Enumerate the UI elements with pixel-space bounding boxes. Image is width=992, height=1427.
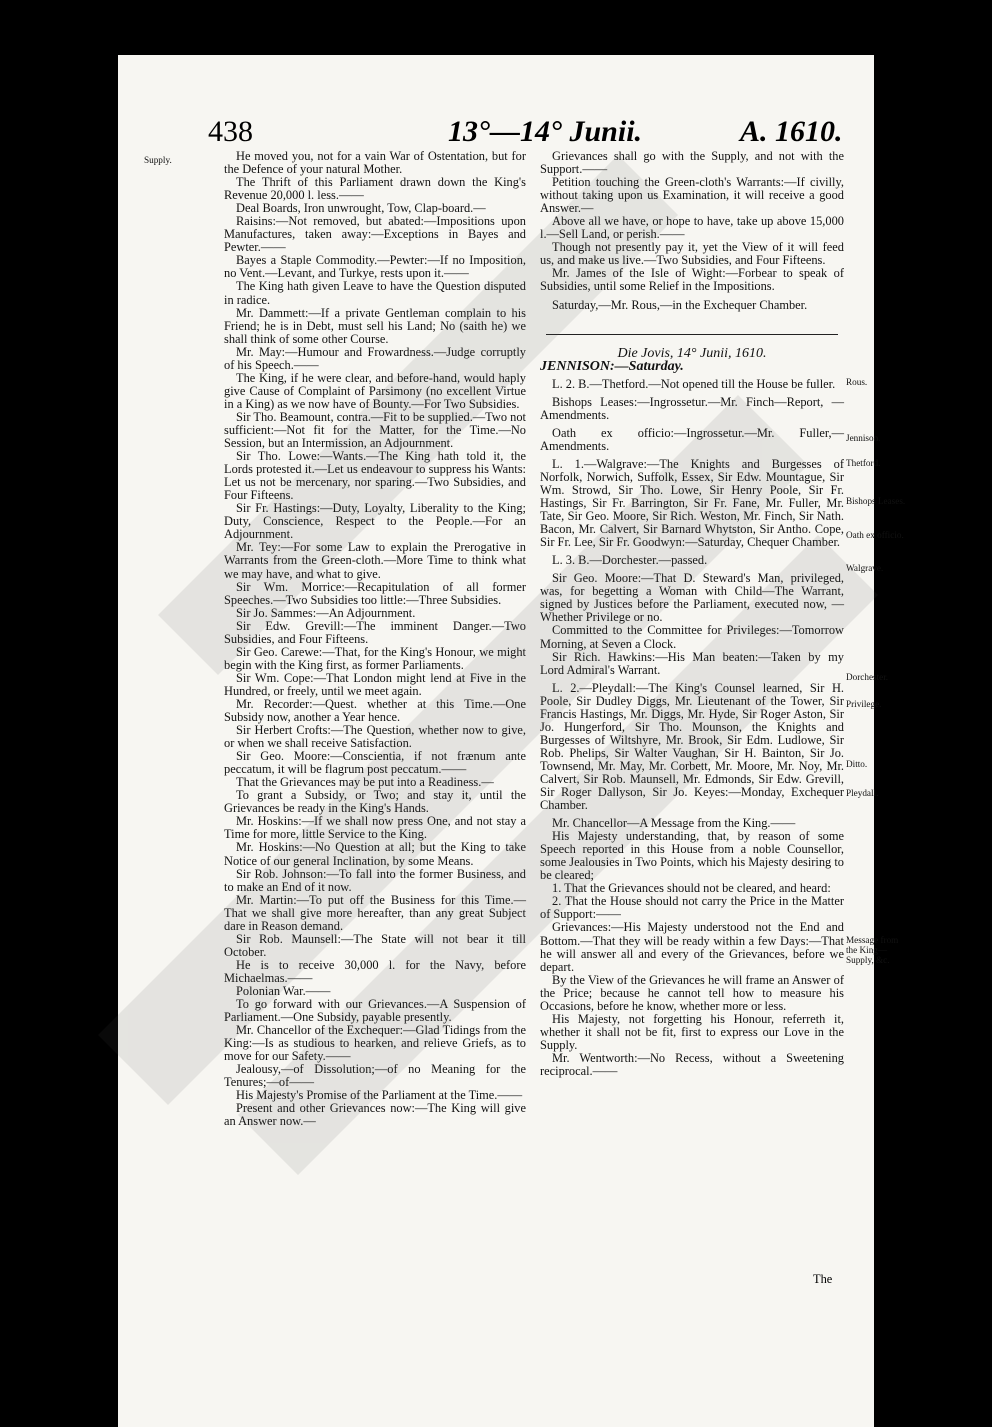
paragraph: By the View of the Grievances he will frame an Answer of the Price; because he cannot tell how to measure his Occasions, before he know, whether more or less. — [540, 972, 844, 1013]
paragraph: Deal Boards, Iron unwrought, Tow, Clap-board.— — [236, 201, 486, 216]
paragraph: Grievances shall go with the Supply, and not with the Support.—— — [540, 149, 844, 177]
paragraph: Raisins:—Not removed, but abated:—Impositions upon Manufactures, taken away:—Exceptions in Bayes and Pewter.—— — [224, 214, 526, 255]
paragraph: Petition touching the Green-cloth's Warrants:—If civilly, without taking upon us Examination, it will receive a good Answer.— — [540, 175, 844, 216]
left-column — [224, 150, 526, 1129]
paragraph: To go forward with our Grievances.—A Suspension of Parliament.—One Subsidy, payable presently. — [224, 997, 526, 1025]
paragraph: 1. That the Grievances should not be cleared, and heard: — [552, 881, 831, 896]
paragraph: His Majesty, not forgetting his Honour, referreth it, whether it shall not be fit, first to express our Love in the Supply. — [540, 1011, 844, 1052]
header-dates: 13°—14° Junii. — [448, 115, 643, 148]
paragraph: L. 1.—Walgrave:—The Knights and Burgesses of Norfolk, Norwich, Suffolk, Essex, Sir Edw. Mountague, Sir Wm. Strowd, Sir Tho. Lowe, Sir Henry Poole, Sir Fr. Hastings, Sir Fr. Barrington, Sir Fr. Fane, Mr. Fuller, Mr. Tate, Sir Geo. Moore, Sir Rich. Weston, Mr. Finch, Sir Nath. Bacon, Mr. Calvert, Sir Barnard Whytston, Sir Antho. Cope, Sir Fr. Lee, Sir Fr. Goodwyn:—Saturday, Chequer Chamber. — [540, 456, 844, 550]
margin-note-walgrave: Walgrave. — [846, 563, 884, 573]
margin-note-rous: Rous. — [846, 377, 868, 387]
margin-note-privilege: Privilege. — [846, 699, 882, 709]
paragraph: Mr. Tey:—For some Law to explain the Prerogative in Warrants from the Green-cloth.—More Time to think what we may have, and what to give. — [224, 540, 526, 581]
page-number: 438 — [208, 115, 253, 148]
day-heading: Die Jovis, 14° Junii, 1610. — [617, 345, 767, 361]
margin-note-bishops-leases: Bishops Leases. — [846, 496, 906, 506]
paragraph: Sir Geo. Moore:—Conscientia, if not frænum ante peccatum, it will be flagrum post peccatum.—— — [224, 749, 526, 777]
jennison-entry: JENNISON:—Saturday. — [540, 358, 684, 374]
paragraph: That the Grievances may be put into a Readiness.— — [236, 775, 494, 790]
margin-note-pleydall: Pleydall. — [846, 788, 879, 798]
paragraph: Saturday,—Mr. Rous,—in the Exchequer Chamber. — [552, 297, 808, 312]
paragraph: Mr. Chancellor—A Message from the King.—— — [552, 816, 796, 831]
paragraph: Sir Edw. Grevill:—The imminent Danger.—Two Subsidies, and Four Fifteens. — [224, 618, 526, 646]
paragraph: Committed to the Committee for Privileges:—Tomorrow Morning, at Seven a Clock. — [540, 623, 844, 651]
right-column-bottom — [540, 378, 844, 1078]
right-column — [540, 150, 844, 1078]
paragraph: Mr. Wentworth:—No Recess, without a Sweetening reciprocal.—— — [540, 1050, 844, 1078]
paragraph: Above all we have, or hope to have, take up above 15,000 l.—Sell Land, or perish.—— — [540, 214, 844, 242]
paragraph: Sir Rich. Hawkins:—His Man beaten:—Taken by my Lord Admiral's Warrant. — [540, 649, 844, 677]
document-page — [118, 55, 906, 1427]
paragraph: Mr. James of the Isle of Wight:—Forbear to speak of Subsidies, until some Relief in the Impositions. — [540, 266, 844, 294]
paragraph: Sir Wm. Morrice:—Recapitulation of all former Speeches.—Two Subsidies too little:—Three Subsidies. — [224, 579, 526, 607]
paragraph: Present and other Grievances now:—The King will give an Answer now.— — [224, 1101, 526, 1129]
paragraph: Bayes a Staple Commodity.—Pewter:—If no Imposition, no Vent.—Levant, and Turkye, rests upon it.—— — [224, 253, 526, 281]
paragraph: Mr. Chancellor of the Exchequer:—Glad Tidings from the King:—Is as studious to hearken, and relieve Griefs, as to move for our Safety.—— — [224, 1023, 526, 1064]
paragraph: Polonian War.—— — [236, 984, 331, 998]
paragraph: Sir Herbert Crofts:—The Question, whether now to give, or when we shall receive Satisfaction. — [224, 723, 526, 751]
paragraph: The King hath given Leave to have the Question disputed in radice. — [224, 279, 526, 307]
paragraph: To grant a Subsidy, or Two; and stay it, until the Grievances be ready in the King's Hands. — [224, 788, 526, 816]
paragraph: Sir Rob. Johnson:—To fall into the former Business, and to make an End of it now. — [224, 866, 526, 894]
paragraph: Mr. May:—Humour and Frowardness.—Judge corruptly of his Speech.—— — [224, 344, 526, 372]
paragraph: Grievances:—His Majesty understood not the End and Bottom.—That they will be ready within a few Days:—That he will answer all and every of the Grievances, before we depart. — [540, 920, 844, 974]
header-year: A. 1610. — [740, 115, 843, 148]
paragraph: Sir Rob. Maunsell:—The State will not bear it till October. — [224, 931, 526, 959]
margin-note-dorchester: Dorchester. — [846, 672, 889, 682]
paragraph: Sir Fr. Hastings:—Duty, Loyalty, Liberality to the King; Duty, Conscience, Respect to the People.—For an Adjournment. — [224, 501, 526, 542]
paragraph: Sir Tho. Lowe:—Wants.—The King hath told it, the Lords protested it.—Let us endeavour to suppress his Wants: Let us not be mercenary, nor sparing.—Two Subsidies, and Four Fifteens. — [224, 449, 526, 503]
paragraph: Jealousy,—of Dissolution;—of no Meaning for the Tenures;—of—— — [224, 1062, 526, 1090]
margin-note-thetford: Thetford. — [846, 458, 881, 468]
paragraph: Sir Tho. Beamount, contra.—Fit to be supplied.—Two not sufficient:—Not fit for the Matter, for the Time.—No Session, but an Intermission, an Adjournment. — [224, 409, 526, 451]
paragraph: Mr. Martin:—To put off the Business for this Time.—That we shall give more hereafter, than any great Subject dare in Reason demand. — [224, 892, 526, 933]
margin-note-oath: Oath ex officio. — [846, 530, 904, 540]
paragraph: Mr. Recorder:—Quest. whether at this Time.—One Subsidy now, another a Year hence. — [224, 696, 526, 725]
paragraph: Sir Wm. Cope:—That London might lend at Five in the Hundred, or freely, until we meet again. — [224, 670, 526, 698]
paragraph: L. 2. B.—Thetford.—Not opened till the House be fuller. — [552, 376, 836, 391]
paragraph: Bishops Leases:—Ingrossetur.—Mr. Finch—Report, —Amendments. — [540, 394, 844, 422]
paragraph: Sir Geo. Moore:—That D. Steward's Man, privileged, was, for begetting a Woman with Child—The Warrant, signed by Justices before the Parliament, executed now, —Whether Privilege or no. — [540, 571, 844, 625]
paragraph: Mr. Hoskins:—No Question at all; but the King to take Notice of our general Inclination, by some Means. — [224, 840, 526, 868]
paragraph: He is to receive 30,000 l. for the Navy, before Michaelmas.—— — [224, 957, 526, 985]
margin-note-supply: Supply. — [144, 155, 172, 165]
paragraph: L. 2.—Pleydall:—The King's Counsel learned, Sir H. Poole, Sir Dudley Diggs, Mr. Lieutenant of the Tower, Sir Francis Hastings, Mr. Diggs, Mr. Hyde, Sir Roger Aston, Sir Jo. Hungerford, Sir Tho. Mounson, the Knights and Burgesses of Wiltshyre, Mr. Brook, Sir Edm. Ludlowe, Sir Rob. Phelips, Sir Walter Vaughan, Sir H. Bainton, Sir Jo. Townsend, Mr. May, Mr. Corbett, Mr. Moore, Mr. Noy, Mr. Calvert, Sir Rob. Maunsell, Mr. Edmonds, Sir Edw. Grevill, Sir Roger Dallyson, Sir Jo. Keyes:—Monday, Exchequer Chamber. — [540, 680, 844, 813]
margin-note-message: Message from the King—Supply, &c. — [846, 935, 899, 965]
right-column-top — [540, 150, 844, 312]
margin-note-jennison: Jennison. — [846, 433, 881, 443]
paragraph: Mr. Dammett:—If a private Gentleman complain to his Friend; he is in Debt, must sell his Land; No (saith he) we shall think of some other Course. — [224, 305, 526, 346]
margin-note-ditto: Ditto. — [846, 759, 868, 769]
paragraph: Oath ex officio:—Ingrossetur.—Mr. Fuller,—Amendments. — [540, 425, 844, 453]
paragraph: L. 3. B.—Dorchester.—passed. — [552, 553, 708, 568]
paragraph: 2. That the House should not carry the Price in the Matter of Support:—— — [540, 894, 844, 922]
catchword: The — [813, 1272, 833, 1286]
paragraph: Sir Geo. Carewe:—That, for the King's Honour, we might begin with the King first, as former Parliaments. — [224, 644, 526, 672]
section-rule — [546, 334, 838, 335]
paragraph: His Majesty understanding, that, by reason of some Speech reported in this House from a noble Counsellor, some Jealousies in Two Points, which his Majesty desiring to be cleared; — [540, 829, 844, 883]
paragraph: Sir Jo. Sammes:—An Adjournment. — [236, 605, 416, 620]
paragraph: The King, if he were clear, and before-hand, would haply give Cause of Complaint of Parsimony (no excellent Virtue in a King) as we now have of Bounty.—For Two Subsidies. — [224, 370, 526, 411]
paragraph: Mr. Hoskins:—If we shall now press One, and not stay a Time for more, little Service to the King. — [224, 814, 526, 842]
paragraph: Though not presently pay it, yet the View of it will feed us, and make us live.—Two Subsidies, and Four Fifteens. — [540, 240, 844, 268]
paragraph: He moved you, not for a vain War of Ostentation, but for the Defence of your natural Mother. — [224, 149, 526, 177]
paragraph: His Majesty's Promise of the Parliament at the Time.—— — [236, 1088, 523, 1103]
paragraph: The Thrift of this Parliament drawn down the King's Revenue 20,000 l. less.—— — [224, 175, 526, 203]
